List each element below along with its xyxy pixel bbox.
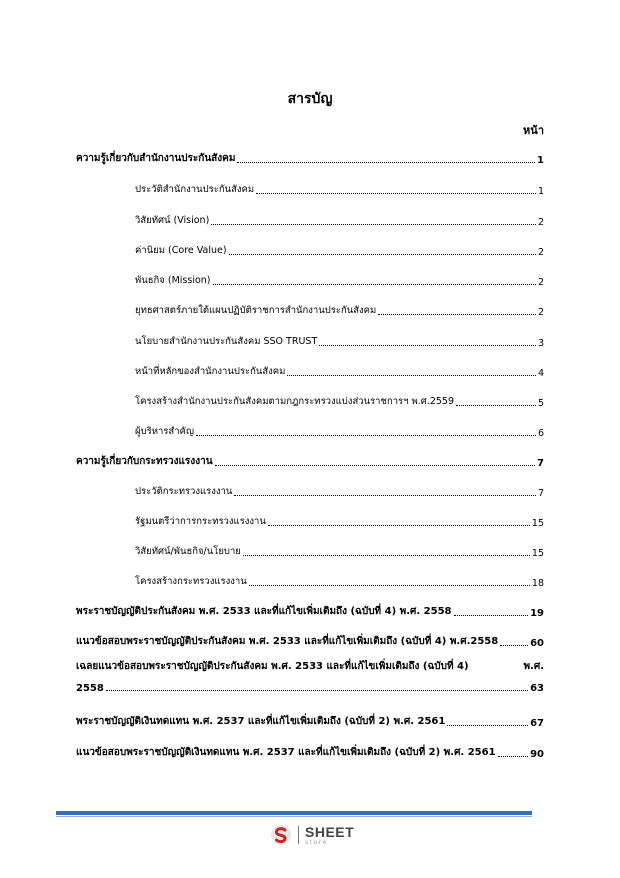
dot-leader bbox=[196, 435, 536, 436]
toc-entry[interactable] bbox=[135, 574, 544, 589]
toc-entry[interactable] bbox=[135, 484, 544, 499]
toc-entry-page: 63 bbox=[530, 683, 544, 694]
toc-entry[interactable] bbox=[135, 364, 544, 379]
dot-leader bbox=[319, 345, 536, 346]
dot-leader bbox=[213, 284, 536, 285]
dot-leader bbox=[215, 465, 536, 466]
toc-entry[interactable] bbox=[135, 544, 544, 559]
toc-entry[interactable] bbox=[76, 454, 544, 469]
toc-entry[interactable] bbox=[76, 683, 544, 694]
toc-entry-label: พระราชบัญญัติเงินทดแทน พ.ศ. 2537 และที่แก้ไขเพิ่มเติมถึง (ฉบับที่ 2) พ.ศ. 2561 bbox=[76, 716, 446, 727]
toc-entry-label: ผู้บริหารสำคัญ bbox=[135, 426, 194, 437]
toc-entry[interactable] bbox=[135, 394, 544, 409]
dot-leader bbox=[378, 314, 536, 315]
toc-entry-page: 7 bbox=[537, 488, 544, 499]
toc-entry-label: แนวข้อสอบพระราชบัญญัติประกันสังคม พ.ศ. 2533 และที่แก้ไขเพิ่มเติมถึง (ฉบับที่ 4) พ.ศ.2558 bbox=[76, 636, 499, 647]
toc-entry[interactable] bbox=[76, 151, 544, 166]
toc-entry-page: 15 bbox=[531, 518, 544, 529]
toc-entry-label: พระราชบัญญัติประกันสังคม พ.ศ. 2533 และที่แก้ไขเพิ่มเติมถึง (ฉบับที่ 4) พ.ศ. 2558 bbox=[76, 606, 452, 617]
toc-entry[interactable] bbox=[135, 514, 544, 529]
toc-entry-label: ยุทธศาสตร์ภายใต้แผนปฏิบัติราชการสำนักงานประกันสังคม bbox=[135, 305, 377, 316]
toc-entry-page: 1 bbox=[537, 186, 544, 197]
toc-entry-label: โครงสร้างกระทรวงแรงงาน bbox=[135, 576, 247, 587]
dot-leader bbox=[456, 405, 536, 406]
toc-entry-label: ประวัติสำนักงานประกันสังคม bbox=[135, 184, 255, 195]
toc-entry-label: พันธกิจ (Mission) bbox=[135, 275, 211, 286]
toc-entry-label-end: พ.ศ. bbox=[523, 661, 544, 672]
toc-entry[interactable] bbox=[135, 243, 544, 258]
toc-entry-page: 1 bbox=[537, 155, 544, 166]
logo-separator bbox=[298, 826, 299, 844]
toc-entry-page: 4 bbox=[537, 368, 544, 379]
toc-entry-page: 2 bbox=[537, 247, 544, 258]
page-column-header: หน้า bbox=[523, 124, 544, 137]
brand-logo bbox=[270, 824, 354, 846]
dot-leader bbox=[211, 224, 536, 225]
toc-entry[interactable] bbox=[76, 634, 544, 649]
dot-leader bbox=[447, 725, 528, 726]
dot-leader bbox=[287, 375, 536, 376]
toc-entry-label: แนวข้อสอบพระราชบัญญัติเงินทดแทน พ.ศ. 2537 และที่แก้ไขเพิ่มเติมถึง (ฉบับที่ 2) พ.ศ. 2561 bbox=[76, 747, 496, 758]
toc-entry-page: 18 bbox=[531, 578, 544, 589]
dot-leader bbox=[243, 555, 530, 556]
toc-entry-page: 15 bbox=[531, 548, 544, 559]
toc-entry-label: วิสัยทัศน์/พันธกิจ/นโยบาย bbox=[135, 546, 241, 557]
dot-leader bbox=[500, 645, 528, 646]
toc-entry-wrapped-line[interactable] bbox=[76, 659, 544, 674]
toc-entry[interactable] bbox=[135, 273, 544, 288]
brand-sub: store bbox=[305, 839, 329, 846]
toc-entry[interactable] bbox=[76, 714, 544, 729]
dot-leader bbox=[498, 756, 529, 757]
dot-leader bbox=[454, 615, 529, 616]
toc-entry-page: 5 bbox=[537, 398, 544, 409]
dot-leader bbox=[106, 690, 528, 691]
dot-leader bbox=[268, 525, 530, 526]
toc-entry-label: วิสัยทัศน์ (Vision) bbox=[135, 215, 210, 226]
toc-entry-label: นโยบายสำนักงานประกันสังคม SSO TRUST bbox=[135, 336, 318, 347]
toc-entry-page: 2 bbox=[537, 307, 544, 318]
toc-entry[interactable] bbox=[135, 182, 544, 197]
brand-name: SHEET bbox=[305, 823, 355, 840]
dot-leader bbox=[234, 495, 536, 496]
toc-entry[interactable] bbox=[135, 213, 544, 228]
sheet-store-logo-icon bbox=[270, 824, 292, 846]
toc-entry-label: ประวัติกระทรวงแรงงาน bbox=[135, 486, 233, 497]
toc-entry-label-cont: 2558 bbox=[76, 683, 104, 694]
toc-entry-label: ค่านิยม (Core Value) bbox=[135, 245, 227, 256]
toc-entry-page: 3 bbox=[537, 338, 544, 349]
toc-entry-label: เฉลยแนวข้อสอบพระราชบัญญัติประกันสังคม พ.ศ. 2533 และที่แก้ไขเพิ่มเติมถึง (ฉบับที่ 4) bbox=[76, 661, 469, 672]
page-title: สารบัญ bbox=[287, 91, 333, 107]
toc-entry-page: 2 bbox=[537, 277, 544, 288]
footer-divider bbox=[56, 811, 532, 815]
dot-leader bbox=[237, 162, 535, 163]
toc-entry[interactable] bbox=[135, 424, 544, 439]
dot-leader bbox=[229, 254, 536, 255]
toc-entry[interactable] bbox=[135, 303, 544, 318]
toc-entry-page: 67 bbox=[530, 718, 544, 729]
toc-entry-page: 6 bbox=[537, 428, 544, 439]
toc-entry-page: 90 bbox=[530, 749, 544, 760]
toc-entry-label: ความรู้เกี่ยวกับกระทรวงแรงงาน bbox=[76, 456, 213, 467]
toc-entry-label: หน้าที่หลักของสำนักงานประกันสังคม bbox=[135, 366, 286, 377]
toc-entry-page: 60 bbox=[530, 638, 544, 649]
toc-entry-page: 19 bbox=[530, 608, 544, 619]
toc-entry-label: โครงสร้างสำนักงานประกันสังคมตามกฎกระทรวงแบ่งส่วนราชการฯ พ.ศ.2559 bbox=[135, 396, 455, 407]
toc-entry-page: 7 bbox=[537, 458, 544, 469]
toc-entry-label: ความรู้เกี่ยวกับสำนักงานประกันสังคม bbox=[76, 153, 236, 164]
dot-leader bbox=[256, 193, 536, 194]
toc-entry-page: 2 bbox=[537, 217, 544, 228]
toc-entry[interactable] bbox=[135, 334, 544, 349]
toc-entry[interactable] bbox=[76, 745, 544, 760]
footer-divider-thin bbox=[56, 816, 532, 817]
toc-entry[interactable] bbox=[76, 604, 544, 619]
toc-entry-label: รัฐมนตรีว่าการกระทรวงแรงงาน bbox=[135, 516, 266, 527]
dot-leader bbox=[249, 585, 530, 586]
